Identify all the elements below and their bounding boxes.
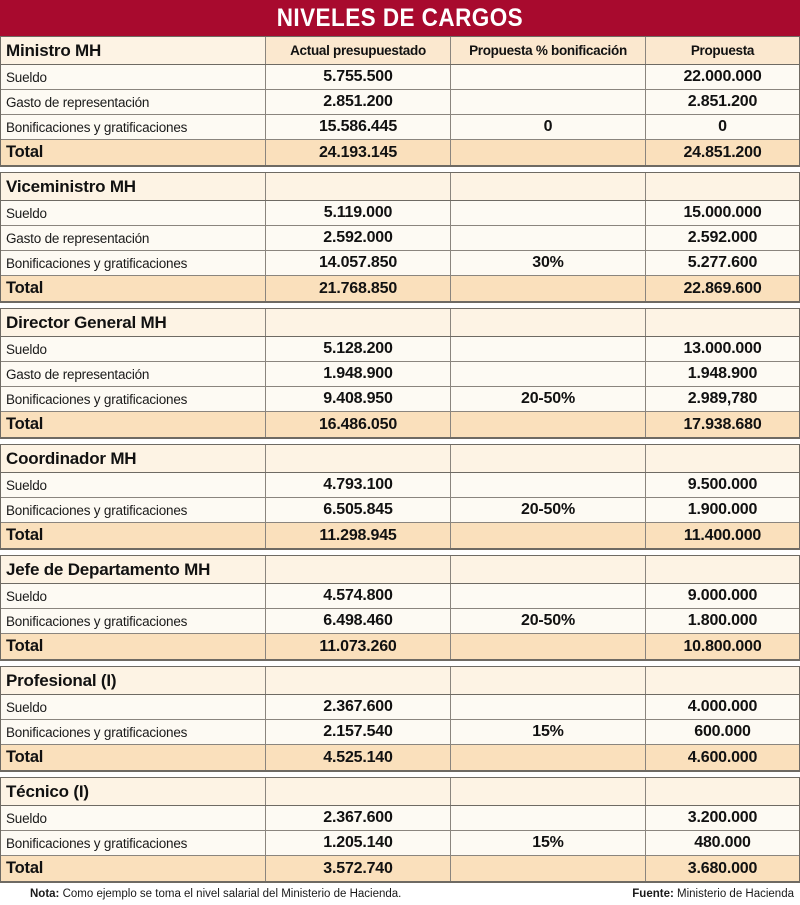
- row-percent-value: 30%: [451, 251, 646, 275]
- row-label: Bonificaciones y gratificaciones: [1, 609, 266, 633]
- table-row: [1, 90, 799, 115]
- footer: [0, 883, 800, 905]
- section-header-row: [1, 778, 799, 806]
- section-title: Ministro MH: [1, 37, 266, 64]
- salary-section: [0, 172, 800, 303]
- section-header-row: [1, 37, 799, 65]
- column-header-actual: [266, 309, 451, 336]
- row-actual-value: 6.498.460: [266, 609, 451, 633]
- column-header-proposal: [646, 778, 799, 805]
- column-header-percent: [451, 778, 646, 805]
- table-row: [1, 362, 799, 387]
- row-actual-value: 1.948.900: [266, 362, 451, 386]
- total-label: Total: [1, 412, 266, 437]
- row-percent-value: [451, 362, 646, 386]
- salary-section: [0, 308, 800, 439]
- row-percent-value: 15%: [451, 720, 646, 744]
- row-label: Sueldo: [1, 584, 266, 608]
- total-proposal-value: 3.680.000: [687, 859, 758, 877]
- row-percent-value: 15%: [451, 831, 646, 855]
- salary-table: [0, 36, 800, 883]
- total-row: [1, 523, 799, 548]
- row-percent-value: 20-50%: [451, 498, 646, 522]
- source-label: Fuente:: [632, 888, 674, 900]
- total-actual-value: 11.298.945: [266, 523, 451, 548]
- table-row: [1, 201, 799, 226]
- column-header-actual: [266, 445, 451, 472]
- section-header-row: [1, 309, 799, 337]
- row-label: Sueldo: [1, 806, 266, 830]
- row-percent-value: [451, 584, 646, 608]
- column-header-proposal: [646, 445, 799, 472]
- row-label: Bonificaciones y gratificaciones: [1, 251, 266, 275]
- table-row: [1, 473, 799, 498]
- table-row: [1, 226, 799, 251]
- row-percent-value: [451, 65, 646, 89]
- column-header-actual: [266, 667, 451, 694]
- row-label: Gasto de representación: [1, 226, 266, 250]
- table-row: [1, 498, 799, 523]
- table-row: [1, 387, 799, 412]
- row-actual-value: 2.367.600: [266, 695, 451, 719]
- total-actual-value: 16.486.050: [266, 412, 451, 437]
- row-percent-value: 20-50%: [451, 609, 646, 633]
- row-label: Sueldo: [1, 201, 266, 225]
- row-label: Sueldo: [1, 695, 266, 719]
- row-percent-value: [451, 90, 646, 114]
- row-actual-value: 14.057.850: [266, 251, 451, 275]
- total-percent-value: [451, 856, 646, 881]
- row-actual-value: 5.119.000: [266, 201, 451, 225]
- salary-section: [0, 666, 800, 772]
- row-label: Bonificaciones y gratificaciones: [1, 387, 266, 411]
- total-row: [1, 745, 799, 770]
- total-percent-value: [451, 140, 646, 165]
- row-actual-value: 1.205.140: [266, 831, 451, 855]
- title-banner: [0, 0, 800, 36]
- table-row: [1, 695, 799, 720]
- row-actual-value: 9.408.950: [266, 387, 451, 411]
- footnote-label: Nota:: [30, 888, 60, 900]
- section-title: Jefe de Departamento MH: [1, 556, 266, 583]
- row-proposal-value: 1.948.900: [687, 365, 758, 382]
- section-header-row: [1, 556, 799, 584]
- table-row: [1, 115, 799, 140]
- table-row: [1, 831, 799, 856]
- row-proposal-value: 480.000: [694, 834, 751, 851]
- row-actual-value: 2.592.000: [266, 226, 451, 250]
- salary-section: [0, 777, 800, 883]
- total-label: Total: [1, 276, 266, 301]
- table-row: [1, 251, 799, 276]
- table-row: [1, 806, 799, 831]
- row-actual-value: 4.793.100: [266, 473, 451, 497]
- row-proposal-value: 15.000.000: [683, 204, 762, 221]
- table-row: [1, 337, 799, 362]
- total-percent-value: [451, 745, 646, 770]
- total-proposal-value: 11.400.000: [683, 526, 762, 544]
- total-label: Total: [1, 745, 266, 770]
- total-proposal-value: 24.851.200: [683, 143, 762, 161]
- total-label: Total: [1, 856, 266, 881]
- row-label: Sueldo: [1, 65, 266, 89]
- row-actual-value: 4.574.800: [266, 584, 451, 608]
- total-proposal-value: 10.800.000: [683, 637, 762, 655]
- column-header-actual: [266, 173, 451, 200]
- row-proposal-value: 0: [718, 118, 727, 135]
- column-header-percent: [451, 445, 646, 472]
- total-percent-value: [451, 634, 646, 659]
- row-percent-value: [451, 201, 646, 225]
- row-proposal-value: 3.200.000: [687, 809, 758, 826]
- column-header-percent: [451, 556, 646, 583]
- total-actual-value: 21.768.850: [266, 276, 451, 301]
- column-header-proposal: Propuesta: [646, 37, 799, 64]
- row-percent-value: [451, 226, 646, 250]
- row-actual-value: 5.128.200: [266, 337, 451, 361]
- row-proposal-value: 2.851.200: [687, 93, 758, 110]
- row-proposal-value: 4.000.000: [687, 698, 758, 715]
- row-percent-value: 0: [451, 115, 646, 139]
- row-proposal-value: 13.000.000: [683, 340, 762, 357]
- table-row: [1, 584, 799, 609]
- row-proposal-value: 1.800.000: [687, 612, 758, 629]
- page-title: NIVELES DE CARGOS: [276, 3, 524, 32]
- row-percent-value: [451, 473, 646, 497]
- table-row: [1, 65, 799, 90]
- source-text: Ministerio de Hacienda: [677, 888, 794, 900]
- salary-section: [0, 36, 800, 167]
- row-proposal-value: 1.900.000: [687, 501, 758, 518]
- row-percent-value: [451, 695, 646, 719]
- total-row: [1, 634, 799, 659]
- section-header-row: [1, 667, 799, 695]
- column-header-actual: [266, 556, 451, 583]
- column-header-percent: [451, 309, 646, 336]
- section-title: Profesional (I): [1, 667, 266, 694]
- total-row: [1, 140, 799, 165]
- total-row: [1, 856, 799, 881]
- section-header-row: [1, 445, 799, 473]
- footnote: [30, 888, 401, 900]
- total-actual-value: 3.572.740: [266, 856, 451, 881]
- row-proposal-value: 2.592.000: [687, 229, 758, 246]
- column-header-actual: [266, 778, 451, 805]
- row-actual-value: 2.157.540: [266, 720, 451, 744]
- total-percent-value: [451, 412, 646, 437]
- section-title: Técnico (I): [1, 778, 266, 805]
- row-proposal-value: 9.500.000: [687, 476, 758, 493]
- row-proposal-value: 22.000.000: [683, 68, 762, 85]
- total-actual-value: 24.193.145: [266, 140, 451, 165]
- row-label: Bonificaciones y gratificaciones: [1, 831, 266, 855]
- row-actual-value: 15.586.445: [266, 115, 451, 139]
- section-title: Coordinador MH: [1, 445, 266, 472]
- section-title: Director General MH: [1, 309, 266, 336]
- total-actual-value: 11.073.260: [266, 634, 451, 659]
- column-header-proposal: [646, 309, 799, 336]
- section-header-row: [1, 173, 799, 201]
- salary-section: [0, 444, 800, 550]
- column-header-percent: Propuesta % bonificación: [451, 37, 646, 64]
- total-actual-value: 4.525.140: [266, 745, 451, 770]
- footnote-text: Como ejemplo se toma el nivel salarial del Ministerio de Hacienda.: [62, 888, 402, 900]
- column-header-proposal: [646, 556, 799, 583]
- row-actual-value: 2.851.200: [266, 90, 451, 114]
- row-percent-value: [451, 337, 646, 361]
- row-label: Sueldo: [1, 473, 266, 497]
- row-label: Gasto de representación: [1, 90, 266, 114]
- source-note: [632, 888, 794, 900]
- total-label: Total: [1, 140, 266, 165]
- column-header-percent: [451, 173, 646, 200]
- total-proposal-value: 4.600.000: [687, 748, 758, 766]
- total-proposal-value: 22.869.600: [683, 279, 762, 297]
- row-percent-value: [451, 806, 646, 830]
- row-actual-value: 2.367.600: [266, 806, 451, 830]
- column-header-percent: [451, 667, 646, 694]
- column-header-proposal: [646, 667, 799, 694]
- total-row: [1, 276, 799, 301]
- row-actual-value: 6.505.845: [266, 498, 451, 522]
- row-proposal-value: 5.277.600: [687, 254, 758, 271]
- total-label: Total: [1, 634, 266, 659]
- table-row: [1, 720, 799, 745]
- section-title: Viceministro MH: [1, 173, 266, 200]
- row-label: Gasto de representación: [1, 362, 266, 386]
- row-label: Bonificaciones y gratificaciones: [1, 498, 266, 522]
- row-label: Bonificaciones y gratificaciones: [1, 720, 266, 744]
- salary-section: [0, 555, 800, 661]
- table-row: [1, 609, 799, 634]
- total-percent-value: [451, 276, 646, 301]
- row-label: Bonificaciones y gratificaciones: [1, 115, 266, 139]
- row-actual-value: 5.755.500: [266, 65, 451, 89]
- row-label: Sueldo: [1, 337, 266, 361]
- column-header-proposal: [646, 173, 799, 200]
- total-proposal-value: 17.938.680: [683, 415, 762, 433]
- total-label: Total: [1, 523, 266, 548]
- row-proposal-value: 9.000.000: [687, 587, 758, 604]
- total-percent-value: [451, 523, 646, 548]
- row-proposal-value: 600.000: [694, 723, 751, 740]
- total-row: [1, 412, 799, 437]
- column-header-actual: Actual presupuestado: [266, 37, 451, 64]
- row-percent-value: 20-50%: [451, 387, 646, 411]
- row-proposal-value: 2.989,780: [687, 390, 758, 407]
